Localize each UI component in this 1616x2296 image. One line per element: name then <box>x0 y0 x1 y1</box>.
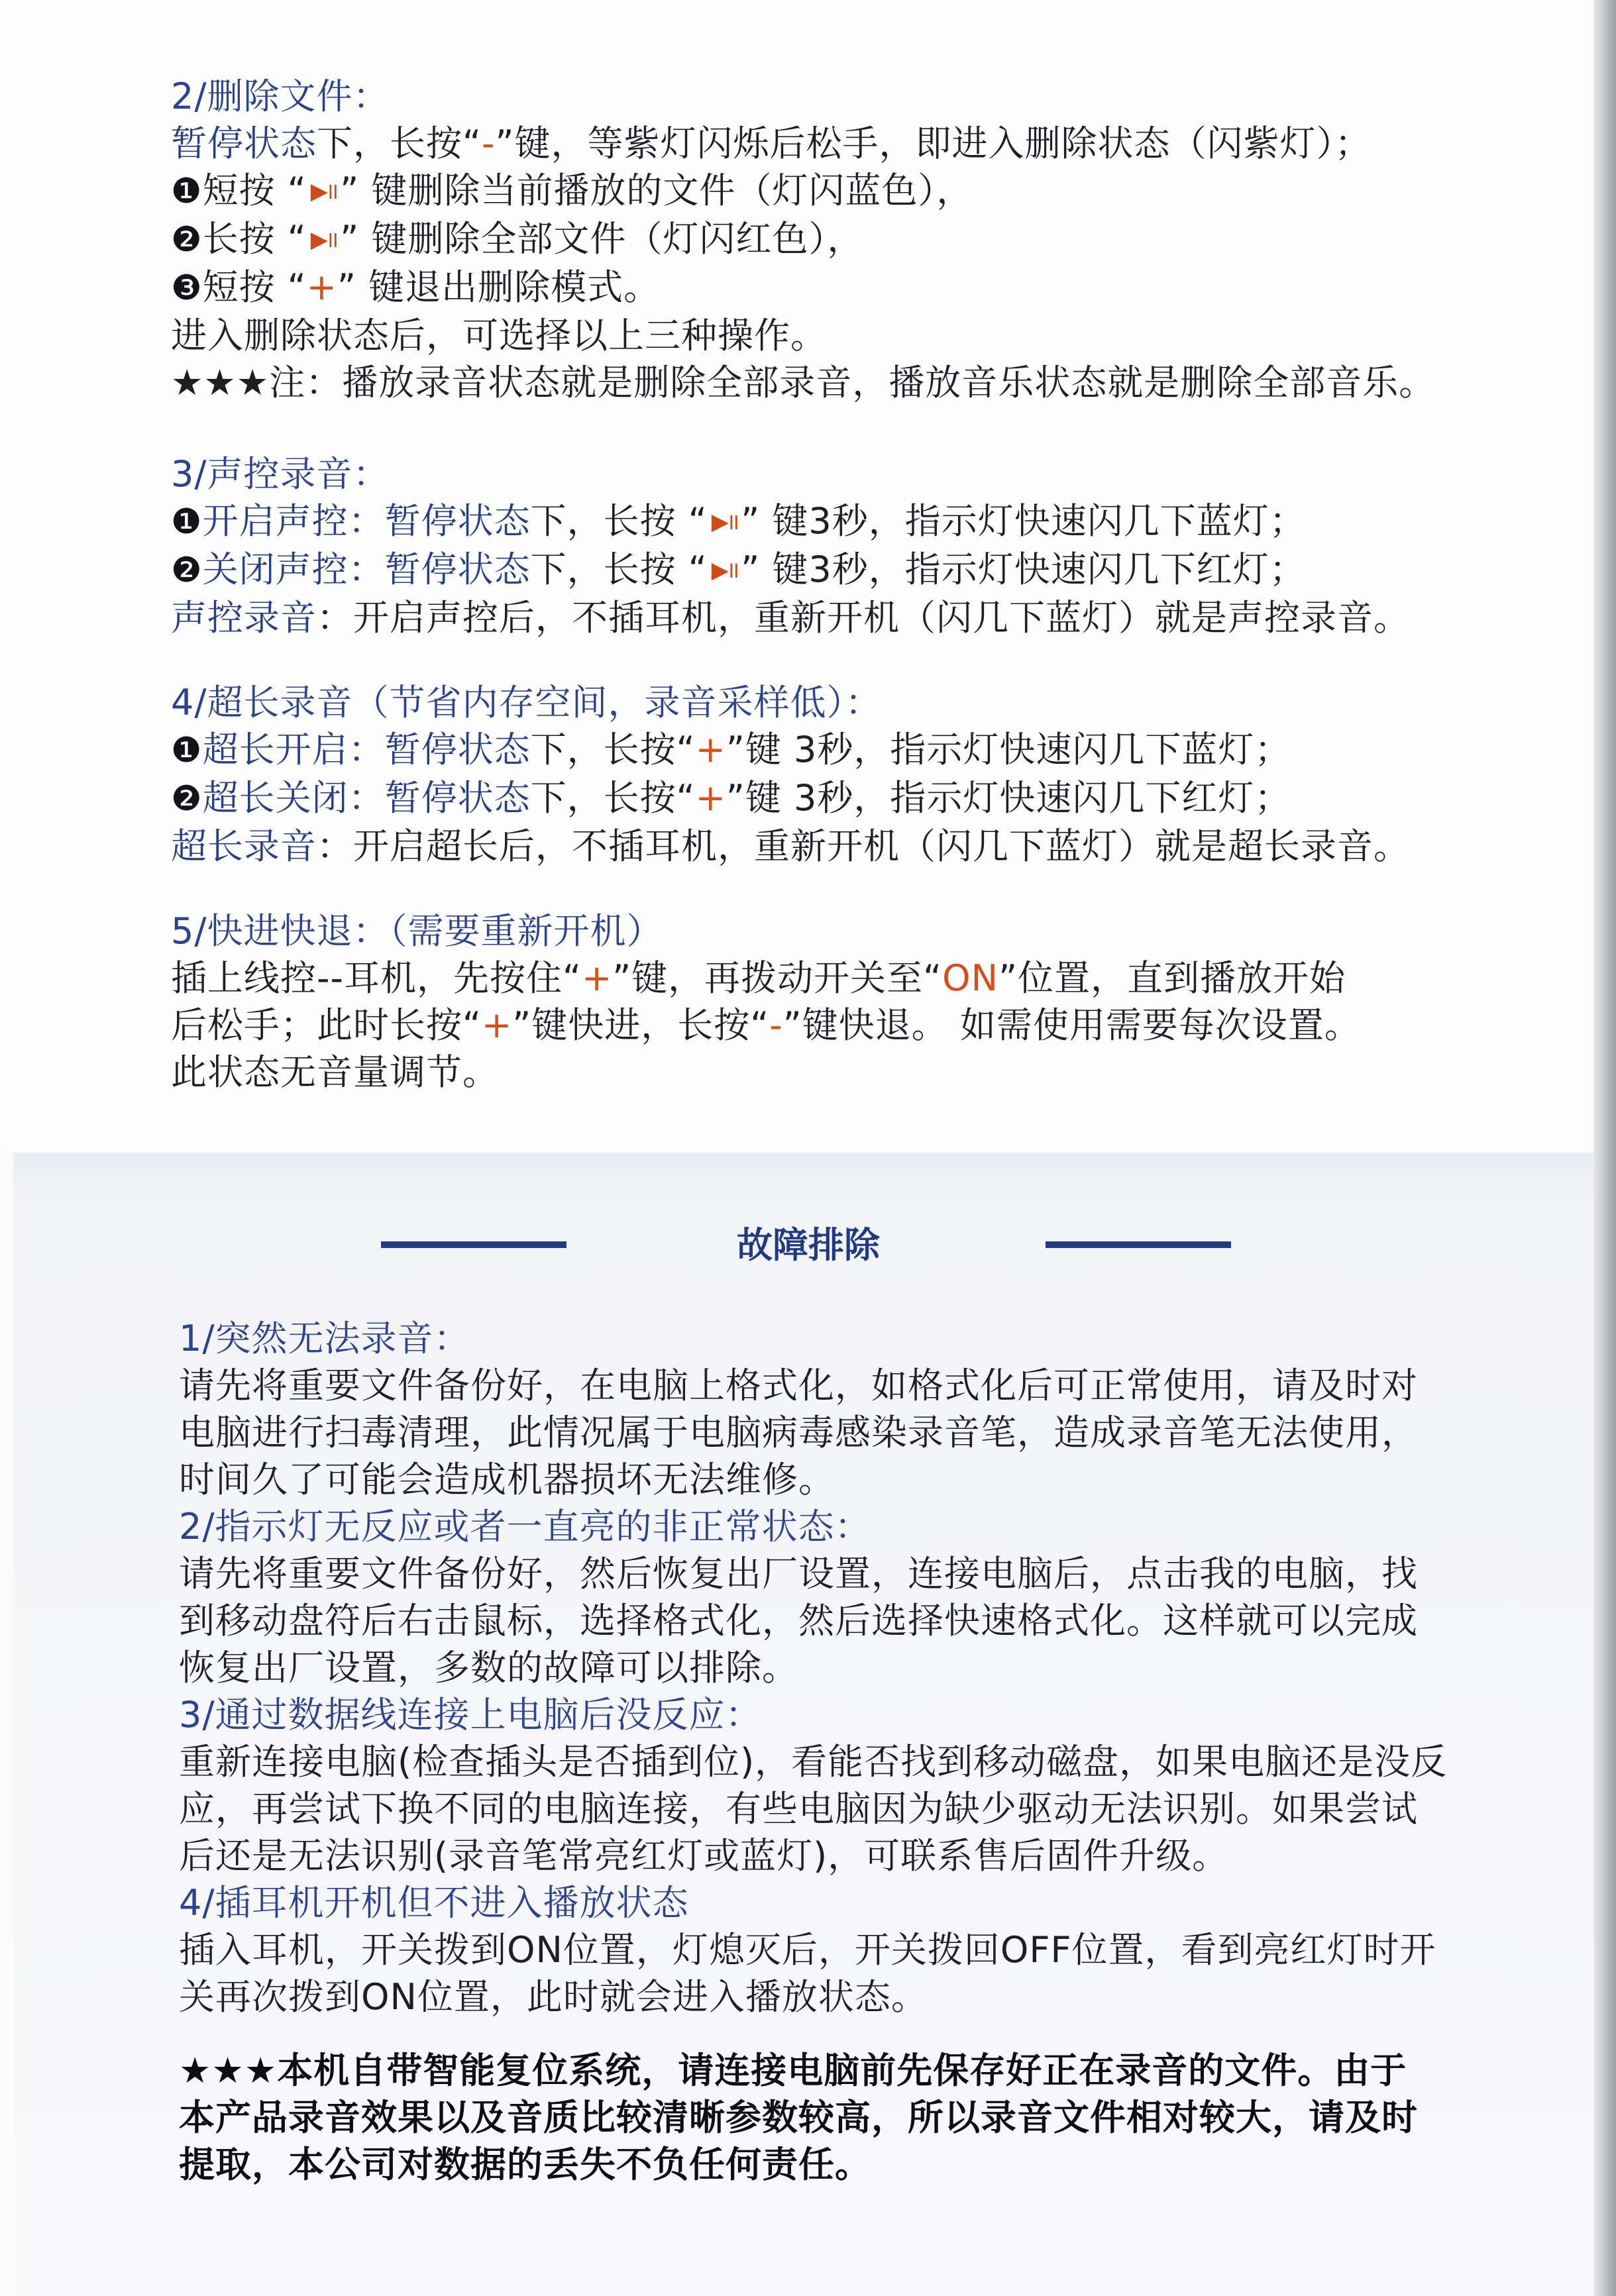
trouble-text: 时间久了可能会造成机器损坏无法维修。 <box>179 1459 835 1500</box>
section-fast-forward-rewind <box>171 908 1569 1096</box>
trouble-text: 电脑进行扫毒清理，此情况属于电脑病毒感染录音笔，造成录音笔无法使用， <box>179 1412 1418 1453</box>
text-line: ❷关闭声控：暂停状态下，长按 “ ▶॥ ” 键3秒，指示灯快速闪几下红灯； <box>171 546 1569 594</box>
text-line: ❶超长开启：暂停状态下，长按“+”键 3秒，指示灯快速闪几下蓝灯； <box>171 729 1291 770</box>
text-line: ❸短按 “+” 键退出删除模式。 <box>171 266 661 308</box>
troubleshooting-header <box>0 1219 1616 1272</box>
trouble-item-title: 4/插耳机开机但不进入播放状态 <box>179 1882 689 1924</box>
section-title: 5/快进快退：（需要重新开机） <box>171 910 663 952</box>
trouble-item-title: 1/突然无法录音： <box>179 1318 470 1359</box>
trouble-text: 关再次拨到ON位置，此时就会进入播放状态。 <box>179 1976 928 2018</box>
trouble-text: 请先将重要文件备份好，然后恢复出厂设置，连接电脑后，点击我的电脑，找 <box>179 1553 1418 1594</box>
trouble-text: 请先将重要文件备份好，在电脑上格式化，如格式化后可正常使用，请及时对 <box>179 1365 1418 1406</box>
text-line: 插上线控--耳机，先按住“+”键，再拨动开关至“ON”位置，直到播放开始 <box>171 957 1346 999</box>
text-line: ❷长按 “ ▶॥ ” 键删除全部文件（灯闪红色）， <box>171 215 1569 264</box>
text-line: 后松手；此时长按“+”键快进，长按“-”键快退。 如需使用需要每次设置。 <box>171 1004 1361 1046</box>
note-line: ★★★本机自带智能复位系统，请连接电脑前先保存好正在录音的文件。由于 <box>179 2050 1407 2091</box>
text-line: ❷超长关闭：暂停状态下，长按“+”键 3秒，指示灯快速闪几下红灯； <box>171 777 1291 819</box>
text-line: 进入删除状态后，可选择以上三种操作。 <box>171 315 827 356</box>
note-line: ★★★注：播放录音状态就是删除全部录音，播放音乐状态就是删除全部音乐。 <box>171 362 1436 403</box>
section-long-recording <box>171 679 1569 870</box>
text-line: ❶开启声控：暂停状态下，长按 “ ▶॥ ” 键3秒，指示灯快速闪几下蓝灯； <box>171 497 1569 546</box>
trouble-text: 恢复出厂设置，多数的故障可以排除。 <box>179 1647 798 1689</box>
section-voice-control <box>171 450 1569 641</box>
text-line: ❶短按 “ ▶॥ ” 键删除当前播放的文件（灯闪蓝色）， <box>171 167 1569 215</box>
text-line: 暂停状态下，长按“-”键，等紫灯闪烁后松手，即进入删除状态（闪紫灯）； <box>171 123 1372 164</box>
play-pause-icon: ▶॥ <box>310 227 337 253</box>
play-pause-icon: ▶॥ <box>711 557 737 584</box>
play-pause-icon: ▶॥ <box>711 509 737 535</box>
text-line: 此状态无音量调节。 <box>171 1051 499 1093</box>
play-pause-icon: ▶॥ <box>310 178 337 205</box>
divider-right <box>1046 1241 1231 1248</box>
troubleshooting-title: 故障排除 <box>737 1224 880 1266</box>
divider-left <box>381 1241 566 1248</box>
note-line: 本产品录音效果以及音质比较清晰参数较高，所以录音文件相对较大，请及时 <box>179 2097 1418 2138</box>
trouble-text: 到移动盘符后右击鼠标，选择格式化，然后选择快速格式化。这样就可以完成 <box>179 1600 1418 1642</box>
trouble-item-title: 3/通过数据线连接上电脑后没反应： <box>179 1694 762 1736</box>
trouble-text: 重新连接电脑(检查插头是否插到位)，看能否找到移动磁盘，如果电脑还是没反 <box>179 1741 1448 1783</box>
trouble-text: 插入耳机，开关拨到ON位置，灯熄灭后，开关拨回OFF位置，看到亮红灯时开 <box>179 1929 1436 1971</box>
text-line: 超长录音：开启超长后，不插耳机，重新开机（闪几下蓝灯）就是超长录音。 <box>171 825 1410 867</box>
disclaimer-note <box>179 2047 1577 2188</box>
section-delete-files <box>171 73 1569 406</box>
text-line: 声控录音：开启声控后，不插耳机，重新开机（闪几下蓝灯）就是声控录音。 <box>171 597 1410 639</box>
section-title: 3/声控录音： <box>171 453 390 495</box>
trouble-text: 应，再尝试下换不同的电脑连接，有些电脑因为缺少驱动无法识别。如果尝试 <box>179 1788 1418 1830</box>
trouble-item-title: 2/指示灯无反应或者一直亮的非正常状态： <box>179 1506 871 1547</box>
trouble-text: 后还是无法识别(录音笔常亮红灯或蓝灯)，可联系售后固件升级。 <box>179 1835 1229 1877</box>
page-edge <box>1593 0 1616 2296</box>
troubleshooting-list <box>179 1315 1577 2020</box>
section-title: 2/删除文件： <box>171 76 390 117</box>
note-line: 提取，本公司对数据的丢失不负任何责任。 <box>179 2144 871 2185</box>
section-title: 4/超长录音（节省内存空间，录音采样低）： <box>171 682 882 723</box>
